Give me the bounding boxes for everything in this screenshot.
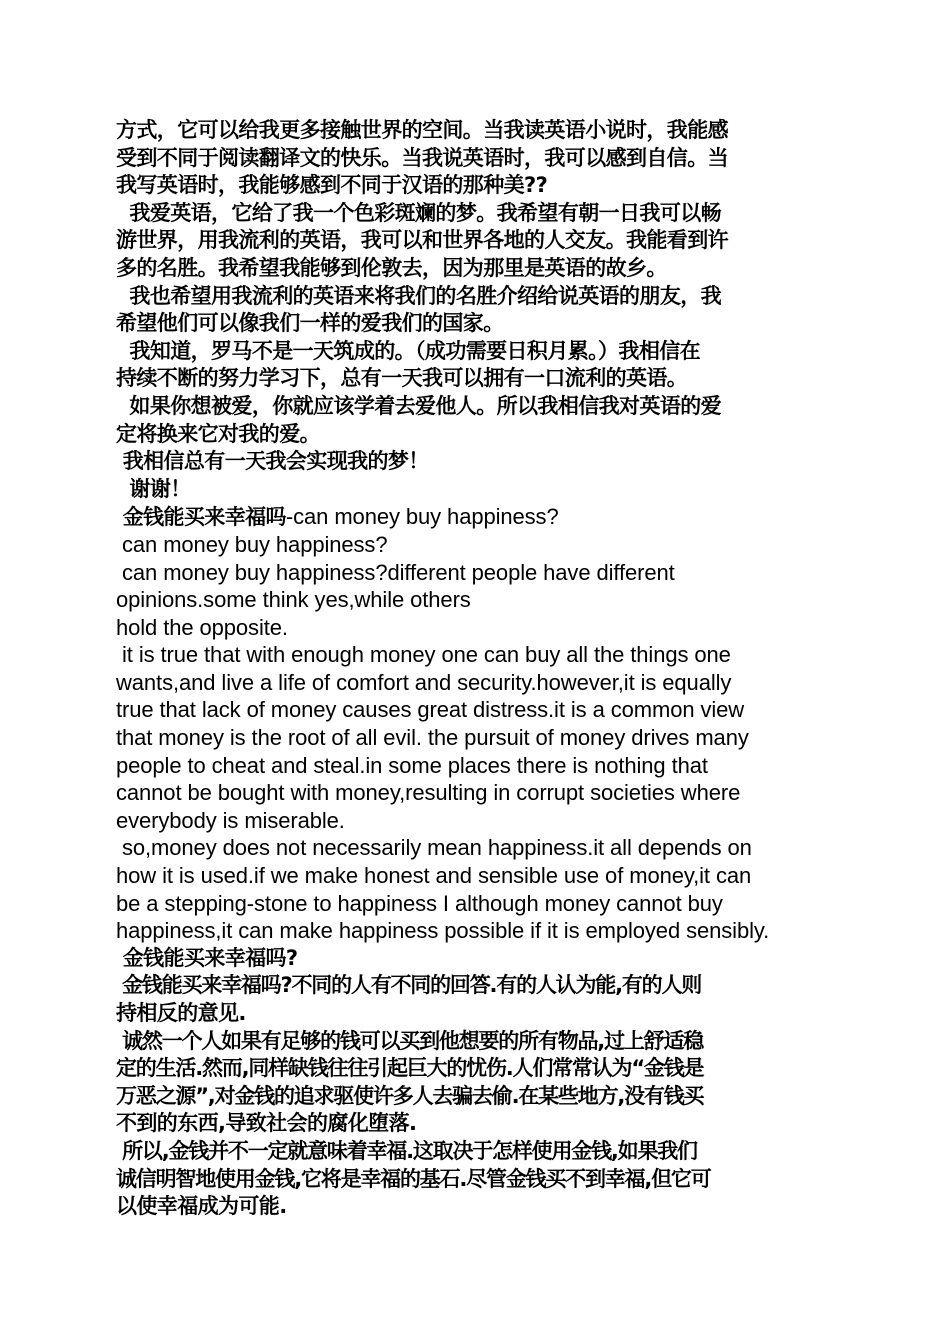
text-line: how it is used.if we make honest and sensible use of money,it can [116, 863, 752, 889]
text-line: 所以,金钱并不一定就意味着幸福.这取决于怎样使用金钱,如果我们 [116, 1138, 697, 1163]
text-line: 谢谢！ [116, 476, 191, 501]
text-line: 我知道，罗马不是一天筑成的。（成功需要日积月累。）我相信在 [116, 338, 701, 363]
text-line: 以使幸福成为可能. [116, 1194, 287, 1219]
text-line: be a stepping-stone to happiness I although money cannot buy [116, 890, 723, 916]
text-line: 希望他们可以像我们一样的爱我们的国家。 [116, 311, 504, 336]
text-line: can money buy happiness? [116, 531, 388, 557]
text-line: opinions.some think yes,while others [116, 587, 471, 613]
section-title [116, 503, 836, 531]
text-line: 金钱能买来幸福吗?不同的人有不同的回答.有的人认为能,有的人则 [116, 973, 702, 998]
text-line: 受到不同于阅读翻译文的快乐。当我说英语时，我可以感到自信。当 [116, 145, 728, 170]
text-line: hold the opposite. [116, 614, 288, 640]
text-line: 方式，它可以给我更多接触世界的空间。当我读英语小说时，我能感 [116, 118, 728, 142]
text-line: that money is the root of all evil. the pursuit of money drives many [116, 725, 749, 751]
text-line: 诚信明智地使用金钱,它将是幸福的基石.尽管金钱买不到幸福,但它可 [116, 1166, 711, 1191]
text-line: 不到的东西,导致社会的腐化堕落. [116, 1111, 417, 1136]
text-line: 我爱英语，它给了我一个色彩斑斓的梦。我希望有朝一日我可以畅 [116, 200, 722, 225]
text-line: 游世界，用我流利的英语，我可以和世界各地的人交友。我能看到许 [116, 228, 728, 253]
text-line: wants,and live a life of comfort and security.however,it is equally [116, 669, 732, 695]
section-title-en: -can money buy happiness? [285, 504, 559, 530]
text-line: 万恶之源”,对金钱的追求驱使许多人去骗去偷.在某些地方,没有钱买 [116, 1083, 704, 1108]
text-line: true that lack of money causes great distress.it is a common view [116, 697, 745, 723]
text-line: 诚然一个人如果有足够的钱可以买到他想要的所有物品,过上舒适稳 [116, 1028, 704, 1053]
text-line: 持相反的意见. [116, 1001, 246, 1025]
text-line: everybody is miserable. [116, 807, 345, 833]
text-line: happiness,it can make happiness possible if it is employed sensibly. [116, 918, 770, 944]
text-line: it is true that with enough money one can buy all the things one [116, 642, 731, 668]
text-line: can money buy happiness?different people have different [116, 559, 675, 585]
text-line: so,money does not necessarily mean happiness.it all depends on [116, 835, 752, 861]
text-line: 我写英语时，我能够感到不同于汉语的那种美?? [116, 173, 548, 198]
text-line: 金钱能买来幸福吗? [116, 945, 298, 970]
text-line: 我也希望用我流利的英语来将我们的名胜介绍给说英语的朋友，我 [116, 283, 722, 308]
text-line: 定的生活.然而,同样缺钱往往引起巨大的忧伤.人们常常认为“金钱是 [116, 1056, 704, 1081]
text-line: 持续不断的努力学习下，总有一天我可以拥有一口流利的英语。 [116, 366, 688, 391]
document-body [116, 117, 836, 1221]
text-line: 如果你想被爱，你就应该学着去爱他人。所以我相信我对英语的爱 [116, 393, 722, 418]
text-line: 定将换来它对我的爱。 [116, 421, 320, 446]
text-line: cannot be bought with money,resulting in corrupt societies where [116, 780, 741, 806]
section-title-zh: 金钱能买来幸福吗 [116, 505, 286, 530]
text-line: 我相信总有一天我会实现我的梦！ [116, 449, 429, 474]
text-line: 多的名胜。我希望我能够到伦敦去，因为那里是英语的故乡。 [116, 255, 667, 280]
text-line: people to cheat and steal.in some places there is nothing that [116, 752, 708, 778]
